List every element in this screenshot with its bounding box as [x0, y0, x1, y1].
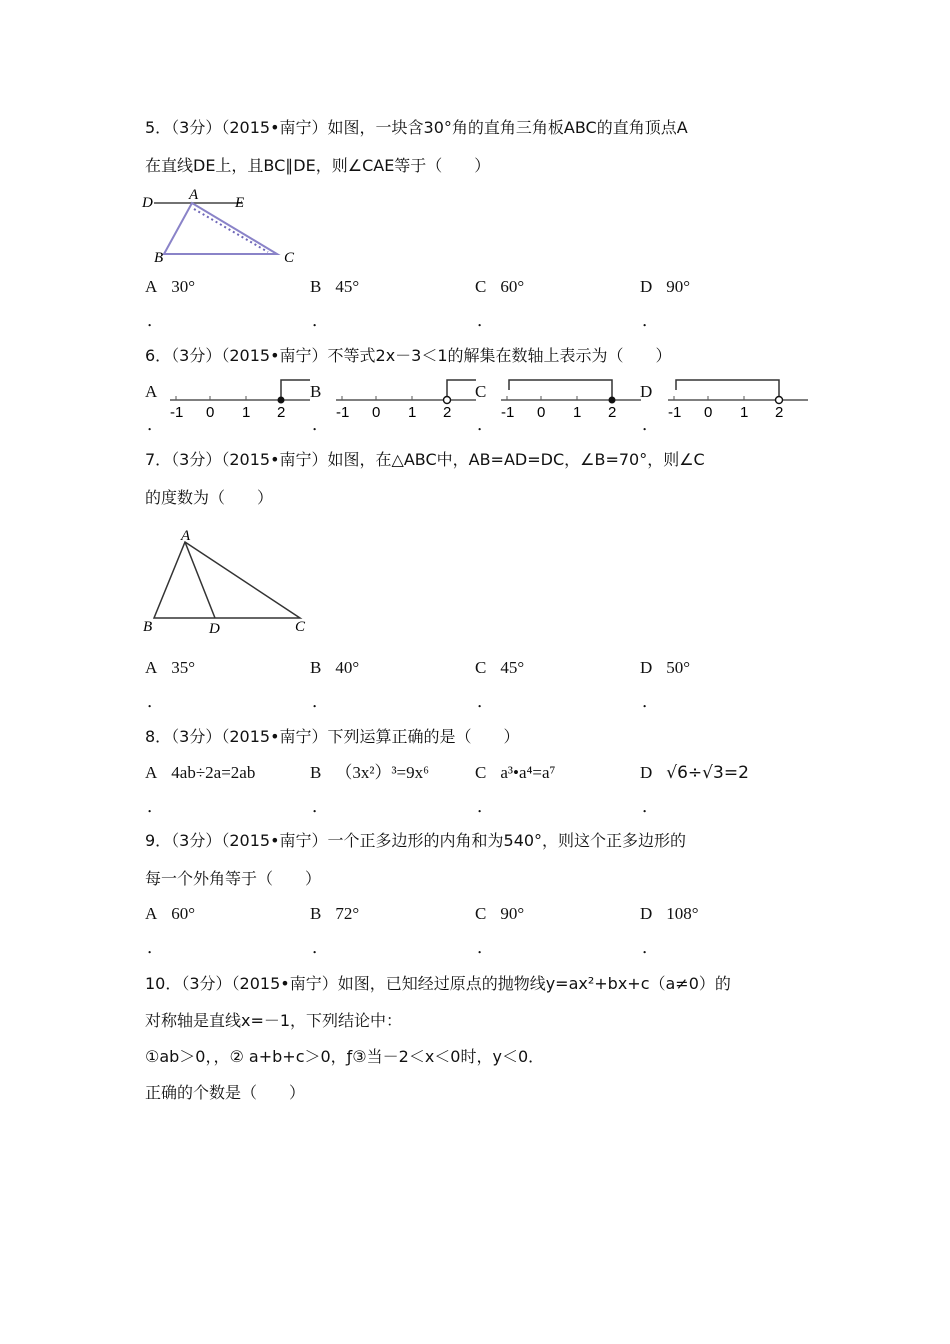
- q5-option-a[interactable]: A 30°: [145, 277, 196, 296]
- q8-option-b[interactable]: B （3x²）³=9x⁶: [310, 763, 430, 782]
- label-b: B: [154, 250, 164, 266]
- option-dot: ．: [147, 311, 164, 330]
- q8-option-d[interactable]: D √6÷√3=2: [640, 763, 749, 783]
- q5-option-d[interactable]: D 90°: [640, 277, 691, 296]
- q5-stem-line1: 5．（3分）（2015•南宁）如图，一块含30°角的直角三角板ABC的直角顶点A: [145, 118, 688, 137]
- svg-text:0: 0: [206, 404, 215, 421]
- svg-text:1: 1: [573, 404, 582, 421]
- option-dot: ．: [312, 415, 329, 434]
- q5-stem-line2: 在直线DE上，且BC∥DE，则∠CAE等于（ ）: [145, 156, 491, 175]
- q6-option-c-label[interactable]: C: [475, 382, 487, 401]
- option-dot: ．: [312, 797, 329, 816]
- q6-number-line-b[interactable]: [334, 376, 476, 422]
- svg-text:1: 1: [408, 404, 417, 421]
- q6-stem-line1: 6．（3分）（2015•南宁）不等式2x－3＜1的解集在数轴上表示为（ ）: [145, 346, 672, 365]
- q9-stem-line2: 每一个外角等于（ ）: [145, 869, 322, 888]
- q5-triangle-figure: [140, 186, 295, 268]
- sqrt-expression: √6÷√3=2: [666, 763, 749, 783]
- segment-ad: [185, 542, 215, 618]
- svg-text:2: 2: [277, 404, 286, 421]
- label-d: D: [142, 195, 153, 211]
- q9-stem-line1: 9．（3分）（2015•南宁）一个正多边形的内角和为540°，则这个正多边形的: [145, 831, 687, 850]
- svg-text:-1: -1: [668, 404, 682, 421]
- label-a: A: [189, 187, 199, 203]
- q7-stem-line1: 7．（3分）（2015•南宁）如图，在△ABC中，AB=AD=DC，∠B=70°，则∠C: [145, 450, 705, 469]
- q9-option-a[interactable]: A 60°: [145, 904, 196, 923]
- option-dot: ．: [312, 692, 329, 711]
- option-dot: ．: [477, 692, 494, 711]
- dotted-hypotenuse: [194, 209, 268, 252]
- q8-option-c[interactable]: C a³•a⁴=a⁷: [475, 763, 556, 782]
- label-e: E: [235, 195, 245, 211]
- q6-number-line-c[interactable]: [499, 376, 641, 422]
- svg-text:0: 0: [537, 404, 546, 421]
- svg-text:2: 2: [443, 404, 452, 421]
- q6-number-line-d[interactable]: [666, 376, 808, 422]
- q9-option-c[interactable]: C 90°: [475, 904, 525, 923]
- q7-option-a[interactable]: A 35°: [145, 658, 196, 677]
- option-dot: ．: [477, 797, 494, 816]
- option-dot: ．: [147, 797, 164, 816]
- option-dot: ．: [642, 311, 659, 330]
- q9-option-d[interactable]: D 108°: [640, 904, 699, 923]
- option-dot: ．: [642, 938, 659, 957]
- label-c: C: [284, 250, 295, 266]
- q10-stem-line4: 正确的个数是（ ）: [145, 1083, 306, 1102]
- q5-option-c[interactable]: C 60°: [475, 277, 525, 296]
- svg-text:2: 2: [775, 404, 784, 421]
- q7-option-d[interactable]: D 50°: [640, 658, 691, 677]
- option-dot: ．: [477, 938, 494, 957]
- q10-stem-line2: 对称轴是直线x=－1，下列结论中：: [145, 1011, 403, 1030]
- option-dot: ．: [147, 938, 164, 957]
- q5-option-b[interactable]: B 45°: [310, 277, 360, 296]
- label-c: C: [295, 619, 306, 635]
- q8-option-a[interactable]: A 4ab÷2a=2ab: [145, 763, 256, 782]
- q7-stem-line2: 的度数为（ ）: [145, 488, 274, 507]
- option-dot: ．: [477, 415, 494, 434]
- svg-text:-1: -1: [336, 404, 350, 421]
- q6-option-a-label[interactable]: A: [145, 382, 158, 401]
- svg-text:1: 1: [242, 404, 251, 421]
- option-dot: ．: [312, 938, 329, 957]
- option-dot: ．: [477, 311, 494, 330]
- q9-option-b[interactable]: B 72°: [310, 904, 360, 923]
- svg-text:1: 1: [740, 404, 749, 421]
- q10-stem-line3: ①ab＞0，，② a+b+c＞0，ƒ③当－2＜x＜0时，y＜0．: [145, 1047, 545, 1066]
- svg-text:0: 0: [372, 404, 381, 421]
- option-dot: ．: [147, 692, 164, 711]
- option-dot: ．: [642, 415, 659, 434]
- svg-text:2: 2: [608, 404, 617, 421]
- q7-option-c[interactable]: C 45°: [475, 658, 525, 677]
- option-dot: ．: [642, 797, 659, 816]
- option-dot: ．: [147, 415, 164, 434]
- q10-stem-line1: 10．（3分）（2015•南宁）如图，已知经过原点的抛物线y=ax²+bx+c（a≠0）的: [145, 974, 731, 993]
- q6-number-line-a[interactable]: [168, 376, 310, 422]
- q6-option-b-label[interactable]: B: [310, 382, 322, 401]
- svg-text:-1: -1: [501, 404, 515, 421]
- triangle-abc: [154, 542, 300, 618]
- q6-option-d-label[interactable]: D: [640, 382, 653, 401]
- label-a: A: [181, 528, 191, 544]
- q7-triangle-figure: [140, 527, 315, 639]
- svg-text:-1: -1: [170, 404, 184, 421]
- label-d: D: [209, 621, 220, 637]
- option-dot: ．: [312, 311, 329, 330]
- svg-text:0: 0: [704, 404, 713, 421]
- q7-option-b[interactable]: B 40°: [310, 658, 360, 677]
- q8-stem-line1: 8．（3分）（2015•南宁）下列运算正确的是（ ）: [145, 727, 520, 746]
- label-b: B: [143, 619, 153, 635]
- option-dot: ．: [642, 692, 659, 711]
